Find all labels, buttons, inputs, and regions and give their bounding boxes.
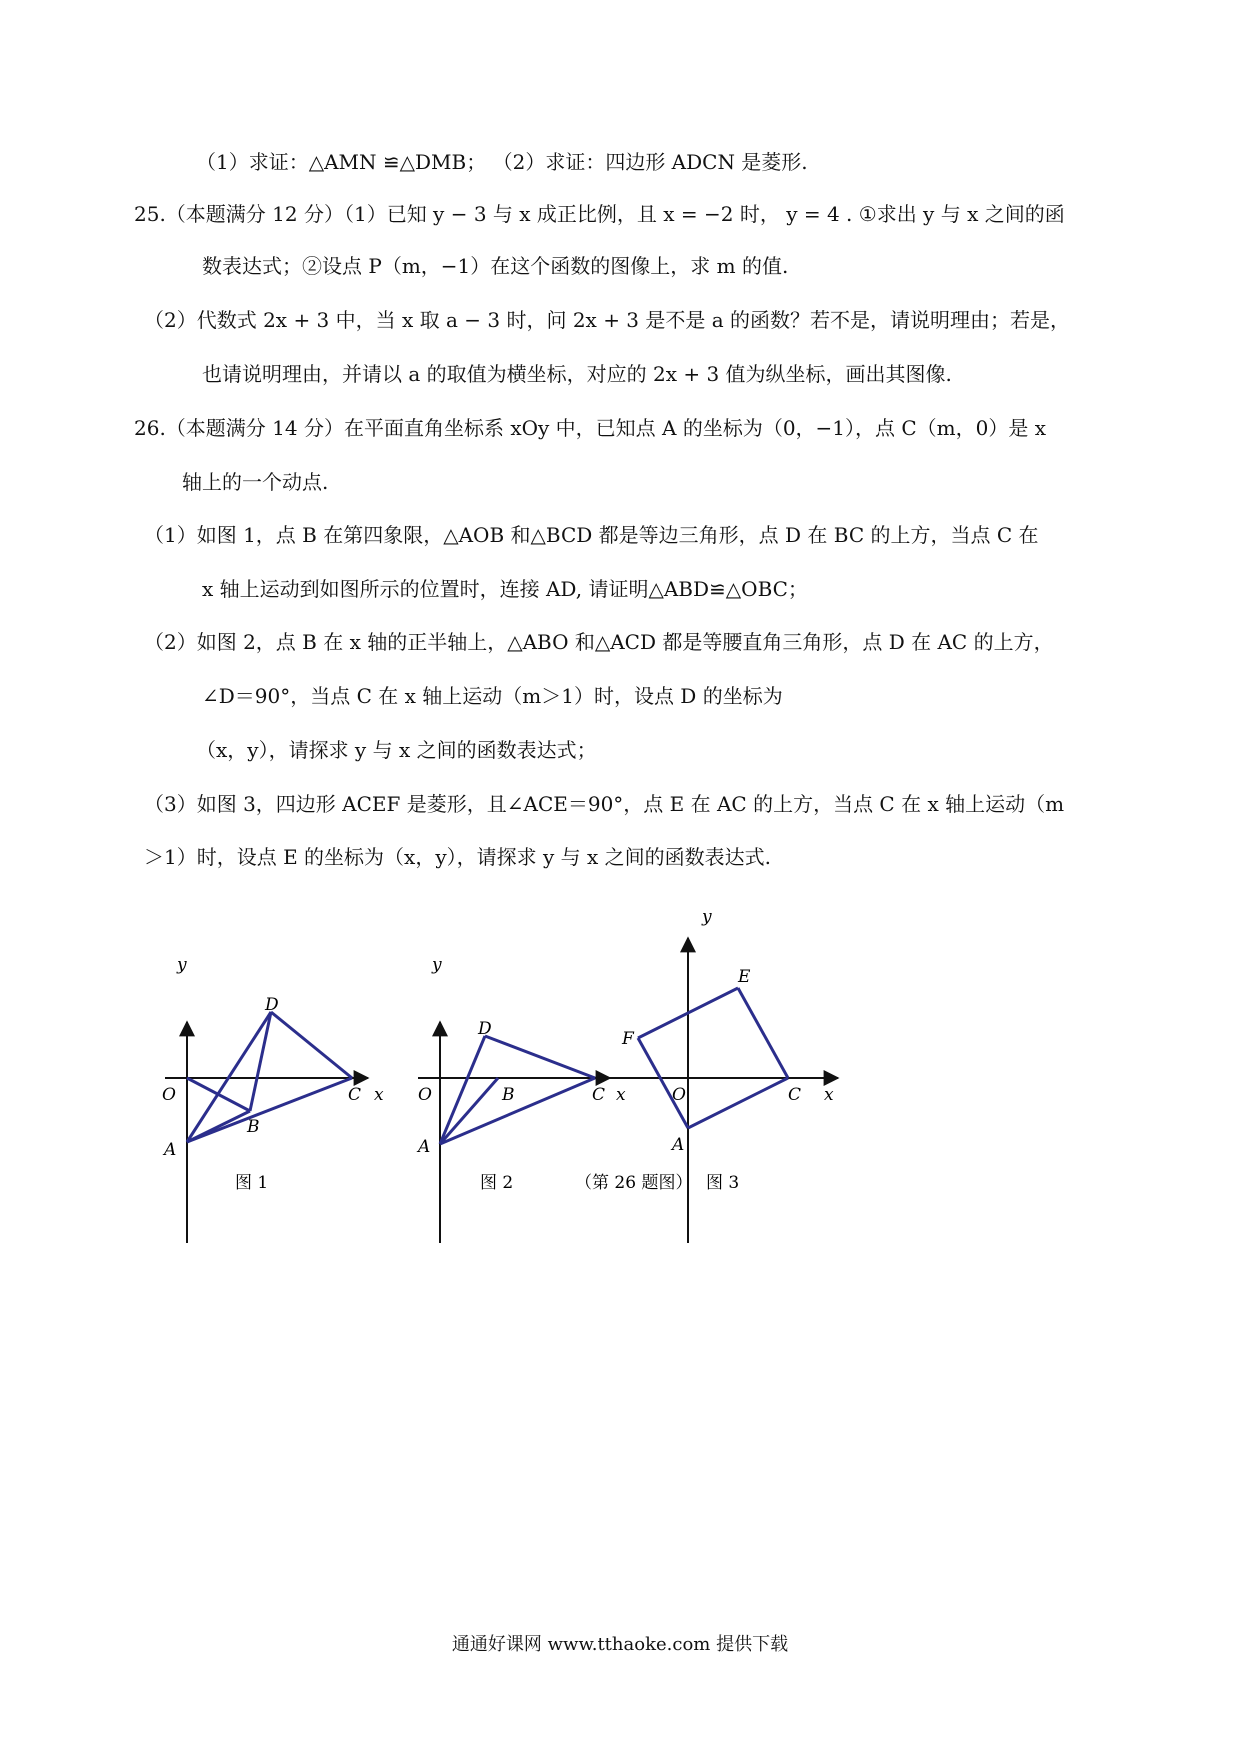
question-26-part-2-line-3: （x，y），请探求 y 与 x 之间的函数表达式； — [196, 738, 597, 762]
fig2-label-x: x — [616, 1085, 626, 1105]
question-26-part-3-line-1: （3）如图 3，四边形 ACEF 是菱形，且∠ACE＝90°，点 E 在 AC 的上方，当点 C 在 x 轴上运动（m — [144, 792, 1065, 816]
fig3-label-E: E — [738, 967, 751, 987]
fig1-label-y: y — [177, 955, 187, 975]
fig2-label-y: y — [432, 955, 442, 975]
question-26-part-2-line-1: （2）如图 2，点 B 在 x 轴的正半轴上，△ABO 和△ACD 都是等腰直角三角形，点 D 在 AC 的上方， — [144, 630, 1054, 654]
fig1-label-D: D — [265, 995, 279, 1015]
fig3-label-A: A — [672, 1135, 685, 1155]
fig2-label-O: O — [418, 1085, 432, 1105]
question-25-line-2: 数表达式；②设点 P（m，−1）在这个函数的图像上，求 m 的值. — [202, 254, 789, 278]
fig2-shape-lines — [440, 1036, 595, 1144]
question-24-parts: （1）求证：△AMN ≌△DMB； （2）求证：四边形 ADCN 是菱形. — [196, 150, 808, 174]
fig3-rhombus — [638, 988, 788, 1128]
question-26-line-1: 26.（本题满分 14 分）在平面直角坐标系 xOy 中，已知点 A 的坐标为（0，−1），点 C（m，0）是 x — [134, 416, 1047, 440]
figure-1 — [162, 955, 384, 1243]
fig1-caption: 图 1 — [235, 1173, 269, 1193]
question-25-part-2-line-2: 也请说明理由，并请以 a 的取值为横坐标，对应的 2x + 3 值为纵坐标，画出其图像. — [202, 362, 952, 386]
figure-common-caption: （第 26 题图） — [575, 1173, 693, 1193]
question-26-part-2-line-2: ∠D＝90°，当点 C 在 x 轴上运动（m＞1）时，设点 D 的坐标为 — [202, 684, 783, 708]
footer-source: 通通好课网 www.tthaoke.com 提供下载 — [451, 1634, 789, 1655]
fig1-label-A: A — [164, 1140, 177, 1160]
fig3-label-F: F — [622, 1029, 634, 1049]
fig3-label-C: C — [788, 1085, 802, 1105]
question-25-part-2-line-1: （2）代数式 2x + 3 中，当 x 取 a − 3 时，问 2x + 3 是不是 a 的函数？若不是，请说明理由；若是， — [144, 308, 1071, 332]
fig2-label-B: B — [502, 1085, 515, 1105]
fig3-label-x: x — [824, 1085, 834, 1105]
fig3-caption: 图 3 — [706, 1173, 740, 1193]
question-26-part-1-line-2: x 轴上运动到如图所示的位置时，连接 AD, 请证明△ABD≌△OBC； — [202, 577, 808, 601]
fig1-label-C: C — [348, 1085, 362, 1105]
fig2-label-C: C — [592, 1085, 606, 1105]
fig2-caption: 图 2 — [480, 1173, 514, 1193]
fig1-label-O: O — [162, 1085, 176, 1105]
question-26-line-2: 轴上的一个动点. — [182, 470, 329, 494]
question-26-part-1-line-1: （1）如图 1，点 B 在第四象限，△AOB 和△BCD 都是等边三角形，点 D 在 BC 的上方，当点 C 在 — [144, 523, 1039, 547]
fig1-label-B: B — [247, 1117, 260, 1137]
fig2-label-A: A — [418, 1137, 431, 1157]
question-26-figures — [140, 907, 960, 1300]
fig3-label-y: y — [702, 907, 712, 927]
fig1-label-x: x — [374, 1085, 384, 1105]
question-25-line-1: 25.（本题满分 12 分）（1）已知 y − 3 与 x 成正比例，且 x = −2 时， y = 4 . ①求出 y 与 x 之间的函 — [134, 202, 1065, 226]
fig2-label-D: D — [478, 1019, 492, 1039]
figure-2 — [416, 955, 626, 1243]
fig3-label-O: O — [672, 1085, 686, 1105]
question-26-part-3-line-2: ＞1）时，设点 E 的坐标为（x，y），请探求 y 与 x 之间的函数表达式. — [144, 845, 771, 869]
